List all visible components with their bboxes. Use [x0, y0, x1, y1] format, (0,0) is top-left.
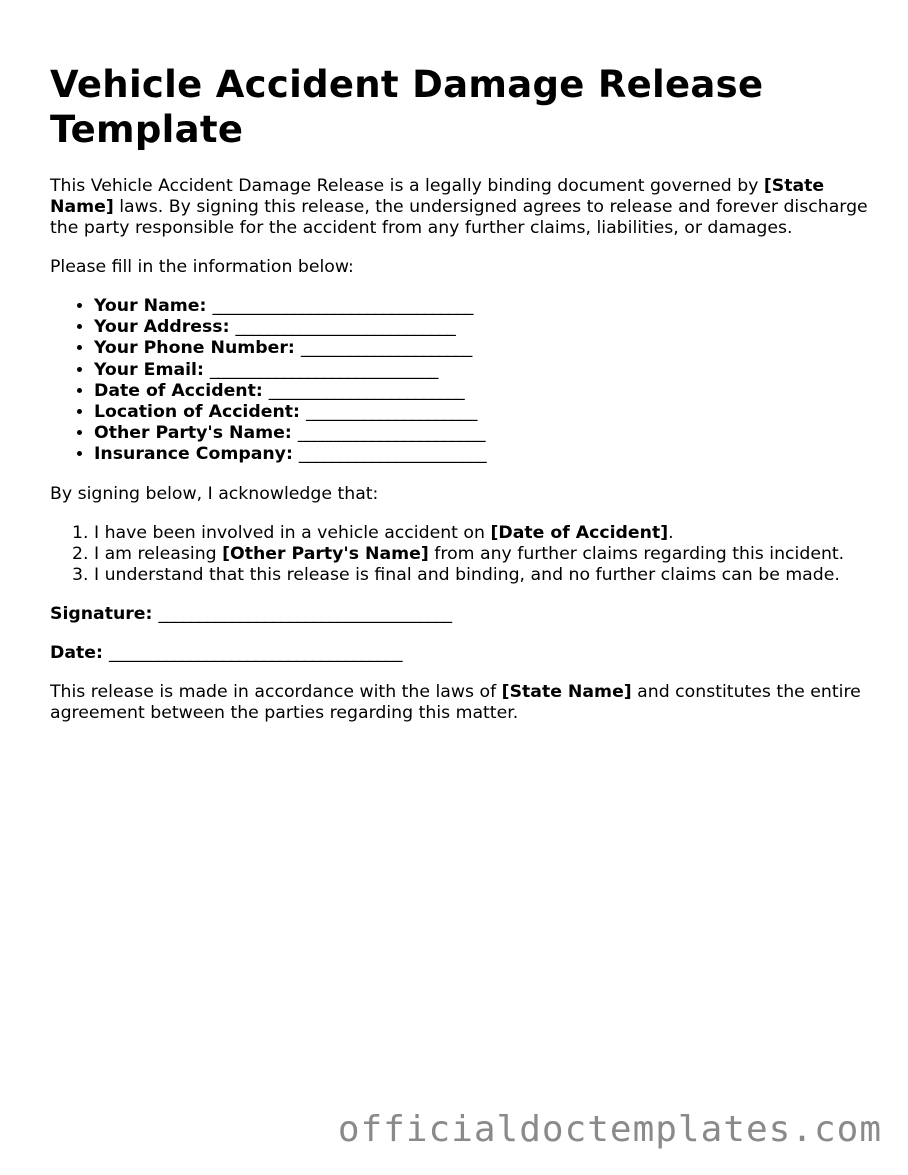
field-label: Your Phone Number:: [94, 338, 295, 359]
field-your-phone: [94, 338, 870, 359]
intro-text-1: This Vehicle Accident Damage Release is a legally binding document governed by: [50, 176, 764, 196]
field-label: Location of Accident:: [94, 402, 300, 423]
field-your-email: [94, 360, 870, 381]
term-text: I am releasing: [94, 543, 223, 564]
field-label: Other Party's Name:: [94, 423, 292, 444]
term-item: [94, 544, 870, 565]
field-insurance-company: [94, 444, 870, 465]
field-blank: ____________________________: [209, 359, 438, 380]
signature-line: [50, 604, 870, 625]
intro-state-placeholder: [State Name]: [50, 176, 825, 217]
closing-text-1: This release is made in accordance with the laws of: [50, 681, 502, 702]
date-blank: ____________________________________: [108, 642, 402, 663]
field-location-of-accident: [94, 402, 870, 423]
field-label: Insurance Company:: [94, 444, 293, 465]
field-label: Date of Accident:: [94, 380, 263, 401]
fill-prompt: Please fill in the information below:: [50, 257, 354, 277]
field-your-name: [94, 296, 870, 317]
field-label: Your Email:: [94, 359, 204, 380]
acknowledge-intro: By signing below, I acknowledge that:: [50, 483, 379, 504]
field-date-of-accident: [94, 381, 870, 402]
closing-paragraph: [50, 682, 870, 724]
intro-paragraph: [50, 176, 870, 239]
term-item: 3. I understand that this release is final and binding, and no further claims can be made.: [94, 565, 870, 586]
field-your-address: [94, 317, 870, 338]
closing-text-2: and constitutes the entire agreement between the parties regarding this matter.: [50, 681, 861, 723]
term-placeholder: [Other Party's Name]: [222, 543, 429, 564]
term-text: I have been involved in a vehicle accident on: [94, 522, 491, 543]
date-label: Date:: [50, 642, 103, 663]
field-blank: _____________________: [305, 402, 477, 423]
field-blank: _______________________: [297, 423, 486, 444]
field-blank: _______________________: [298, 444, 487, 465]
term-text: .: [668, 522, 674, 543]
date-line: [50, 643, 870, 664]
intro-text-2: laws. By signing this release, the undersigned agrees to release and forever discharge the party responsible for the accident from any further claims, liabilities, or damages.: [50, 197, 868, 238]
closing-state-placeholder: [State Name]: [501, 681, 632, 702]
terms-list: [50, 523, 870, 586]
info-field-list: [50, 296, 870, 466]
field-label: Your Address:: [94, 317, 230, 338]
signature-blank: ____________________________________: [158, 603, 452, 624]
field-other-party-name: [94, 423, 870, 444]
page-title: Vehicle Accident Damage Release Template: [50, 63, 764, 151]
field-label: Your Name:: [94, 296, 207, 316]
document: [50, 62, 870, 724]
watermark: officialdoctemplates.com: [337, 1109, 882, 1150]
term-item: [94, 523, 870, 544]
signature-label: Signature:: [50, 603, 153, 624]
field-blank: ___________________________: [235, 317, 456, 338]
term-text: from any further claims regarding this incident.: [428, 543, 845, 564]
field-blank: ________________________________: [212, 296, 473, 316]
field-blank: ________________________: [268, 380, 465, 401]
term-placeholder: [Date of Accident]: [490, 522, 669, 543]
field-blank: _____________________: [300, 338, 472, 359]
